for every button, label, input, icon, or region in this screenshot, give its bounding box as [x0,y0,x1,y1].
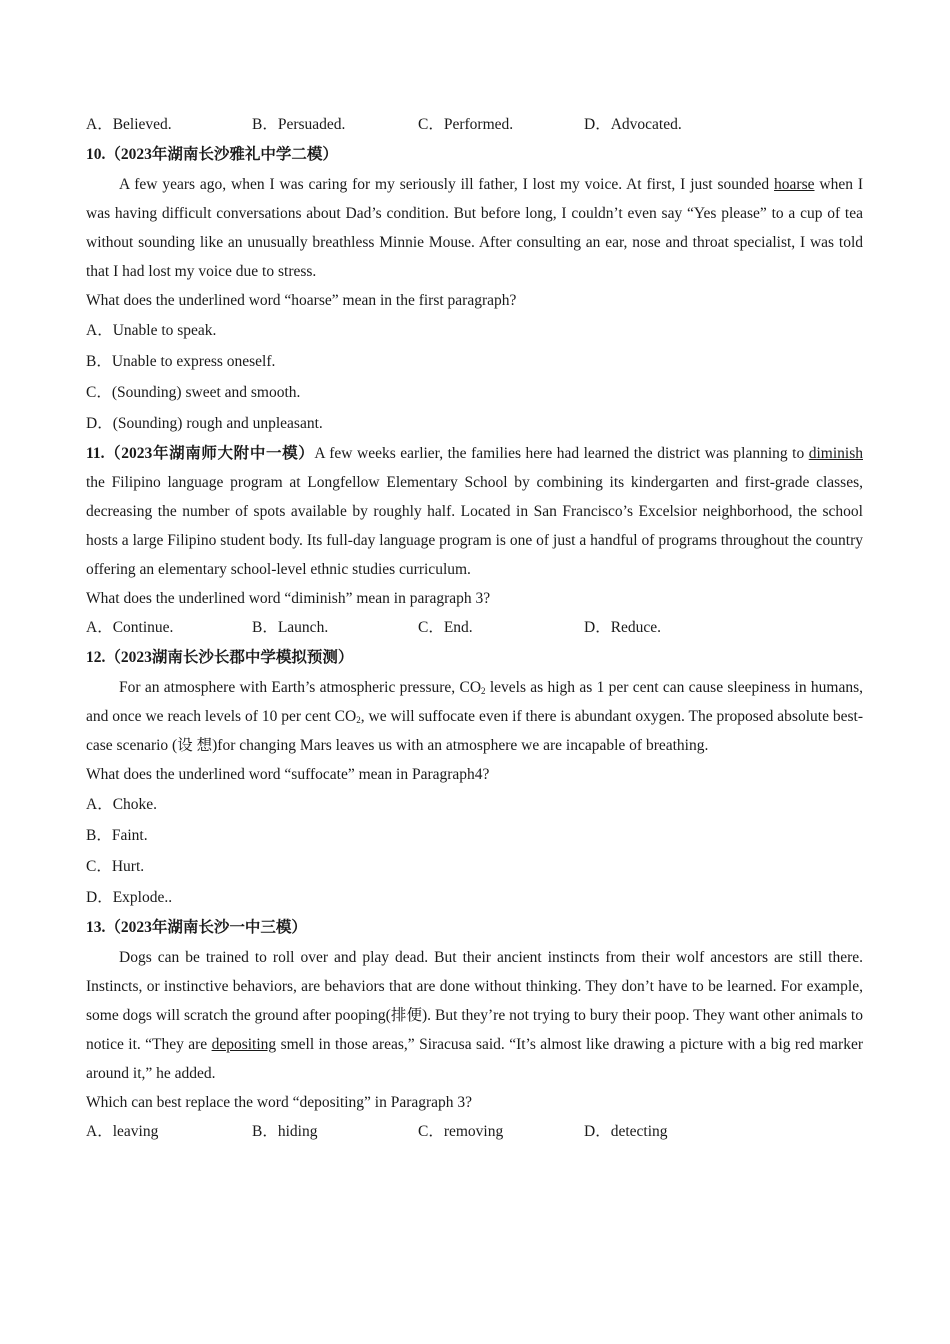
q12-option-a: A．Choke. [86,796,158,813]
q11-header: 11.（2023年湖南师大附中一模） [86,445,315,462]
q12-option-b: B．Faint. [86,827,148,844]
document-page [86,110,863,1147]
q10-underlined-word: hoarse [774,176,815,193]
q12-question: What does the underlined word “suffocate” mean in Paragraph4? [86,766,490,783]
q11-option-d: D．Reduce. [584,619,662,636]
q11-option-a: A．Continue. [86,619,174,636]
q13-option-a: A．leaving [86,1123,159,1140]
q9-options [86,110,863,140]
q9-option-b: B．Persuaded. [252,116,346,133]
q13-option-b: B．hiding [252,1123,318,1140]
q10-header: 10.（2023年湖南长沙雅礼中学二模） [86,146,338,163]
q11-passage: 11.（2023年湖南师大附中一模）A few weeks earlier, the families here had learned the district was planning to diminish the Filipino language program at Longfellow Elementary School by combining its kindergarten and first-grade classes, decreasing the number of spots available by roughly half. Located in San Francisco’s Excelsior neighborhood, the school hosts a large Filipino student body. Its full-day language program is one of just a handful of programs throughout the country offering an elementary school-level ethnic studies curriculum. [86,445,863,578]
q13-chinese-gloss: 排便 [390,1007,423,1024]
q10-option-c: C．(Sounding) sweet and smooth. [86,384,301,401]
q10-option-d: D．(Sounding) rough and unpleasant. [86,415,323,432]
q10-option-b: B．Unable to express oneself. [86,353,276,370]
q13-question: Which can best replace the word “depositing” in Paragraph 3? [86,1094,473,1111]
q11-options [86,613,863,643]
q13-option-c: C．removing [418,1123,504,1140]
q12-chinese-gloss: 设 想 [177,737,213,754]
q10-option-a: A．Unable to speak. [86,322,217,339]
q13-header: 13.（2023年湖南长沙一中三模） [86,919,307,936]
q9-option-c: C．Performed. [418,116,514,133]
q12-option-d: D．Explode.. [86,889,173,906]
q13-options [86,1117,863,1147]
q12-passage: For an atmosphere with Earth’s atmospheric pressure, $CO_2$ levels as high as 1 per cent can cause sleepiness in humans, and once we reach levels of 10 per cent $CO_2$, we will suffocate even if there is abundant oxygen. The proposed absolute best-case scenario (设 想)for changing Mars leaves us with an atmosphere we are incapable of breathing. [86,679,863,754]
q12-option-c: C．Hurt. [86,858,145,875]
q11-option-b: B．Launch. [252,619,329,636]
q13-option-d: D．detecting [584,1123,668,1140]
q11-question: What does the underlined word “diminish” mean in paragraph 3? [86,590,491,607]
q13-passage: Dogs can be trained to roll over and play dead. But their ancient instincts from their wolf ancestors are still there. Instincts, or instinctive behaviors, are behaviors that are done without thinking. They don’t have to be learned. For example, some dogs will scratch the ground after pooping(排便). But they’re not trying to bury their poop. They want other animals to notice it. “They are depositing smell in those areas,” Siracusa said. “It’s almost like drawing a picture with a big red marker around it,” he added. [86,949,863,1082]
q11-option-c: C．End. [418,619,473,636]
q9-option-d: D．Advocated. [584,116,682,133]
q9-option-a: A．Believed. [86,116,172,133]
q12-header: 12.（2023湖南长沙长郡中学模拟预测） [86,649,354,666]
q13-underlined-word: depositing [211,1036,277,1053]
q11-underlined-word: diminish [808,445,863,462]
q10-question: What does the underlined word “hoarse” mean in the first paragraph? [86,292,517,309]
q10-passage: A few years ago, when I was caring for my seriously ill father, I lost my voice. At first, I just sounded hoarse when I was having difficult conversations about Dad’s condition. But before long, I couldn’t even say “Yes please” to a cup of tea without sounding like an unusually breathless Minnie Mouse. After consulting an ear, nose and throat specialist, I was told that I had lost my voice due to stress. [86,176,863,280]
